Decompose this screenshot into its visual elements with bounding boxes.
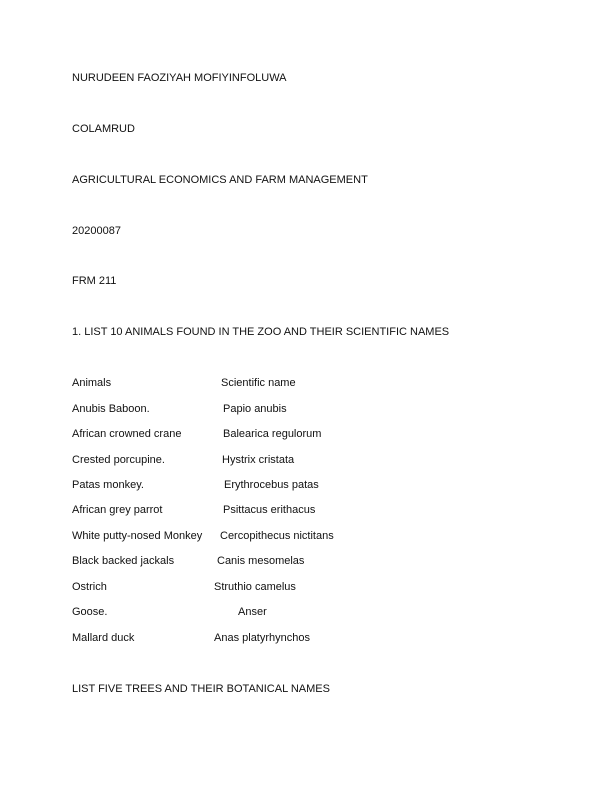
question-2-title: LIST FIVE TREES AND THEIR BOTANICAL NAMES <box>72 683 330 695</box>
column-header-animals: Animals <box>72 377 112 389</box>
course-code: FRM 211 <box>72 275 117 287</box>
animal-name: Anubis Baboon. <box>72 403 150 415</box>
scientific-name: Hystrix cristata <box>222 454 295 466</box>
animal-name: Black backed jackals <box>72 555 175 567</box>
scientific-name: Anas platyrhynchos <box>214 632 310 644</box>
animal-name: Mallard duck <box>72 632 135 644</box>
animal-name: African crowned crane <box>72 428 182 440</box>
question-1-title: 1. LIST 10 ANIMALS FOUND IN THE ZOO AND THEIR SCIENTIFIC NAMES <box>72 326 450 338</box>
scientific-name: Cercopithecus nictitans <box>220 530 334 542</box>
animal-name: Ostrich <box>72 581 107 593</box>
scientific-name: Erythrocebus patas <box>224 479 319 491</box>
animal-name: Patas monkey. <box>72 479 144 491</box>
college-name: COLAMRUD <box>72 123 135 135</box>
scientific-name: Canis mesomelas <box>217 555 305 567</box>
animal-name: Crested porcupine. <box>72 454 165 466</box>
student-name: NURUDEEN FAOZIYAH MOFIYINFOLUWA <box>72 72 287 84</box>
department-name: AGRICULTURAL ECONOMICS AND FARM MANAGEMENT <box>72 174 368 186</box>
scientific-name: Psittacus erithacus <box>223 504 316 516</box>
animal-name: African grey parrot <box>72 504 163 516</box>
scientific-name: Struthio camelus <box>214 581 296 593</box>
animal-name: Goose. <box>72 606 108 618</box>
scientific-name: Balearica regulorum <box>223 428 322 440</box>
matric-number: 20200087 <box>72 225 121 237</box>
column-header-scientific-name: Scientific name <box>221 377 296 389</box>
animal-name: White putty-nosed Monkey <box>72 530 203 542</box>
scientific-name: Anser <box>238 606 267 618</box>
scientific-name: Papio anubis <box>223 403 287 415</box>
